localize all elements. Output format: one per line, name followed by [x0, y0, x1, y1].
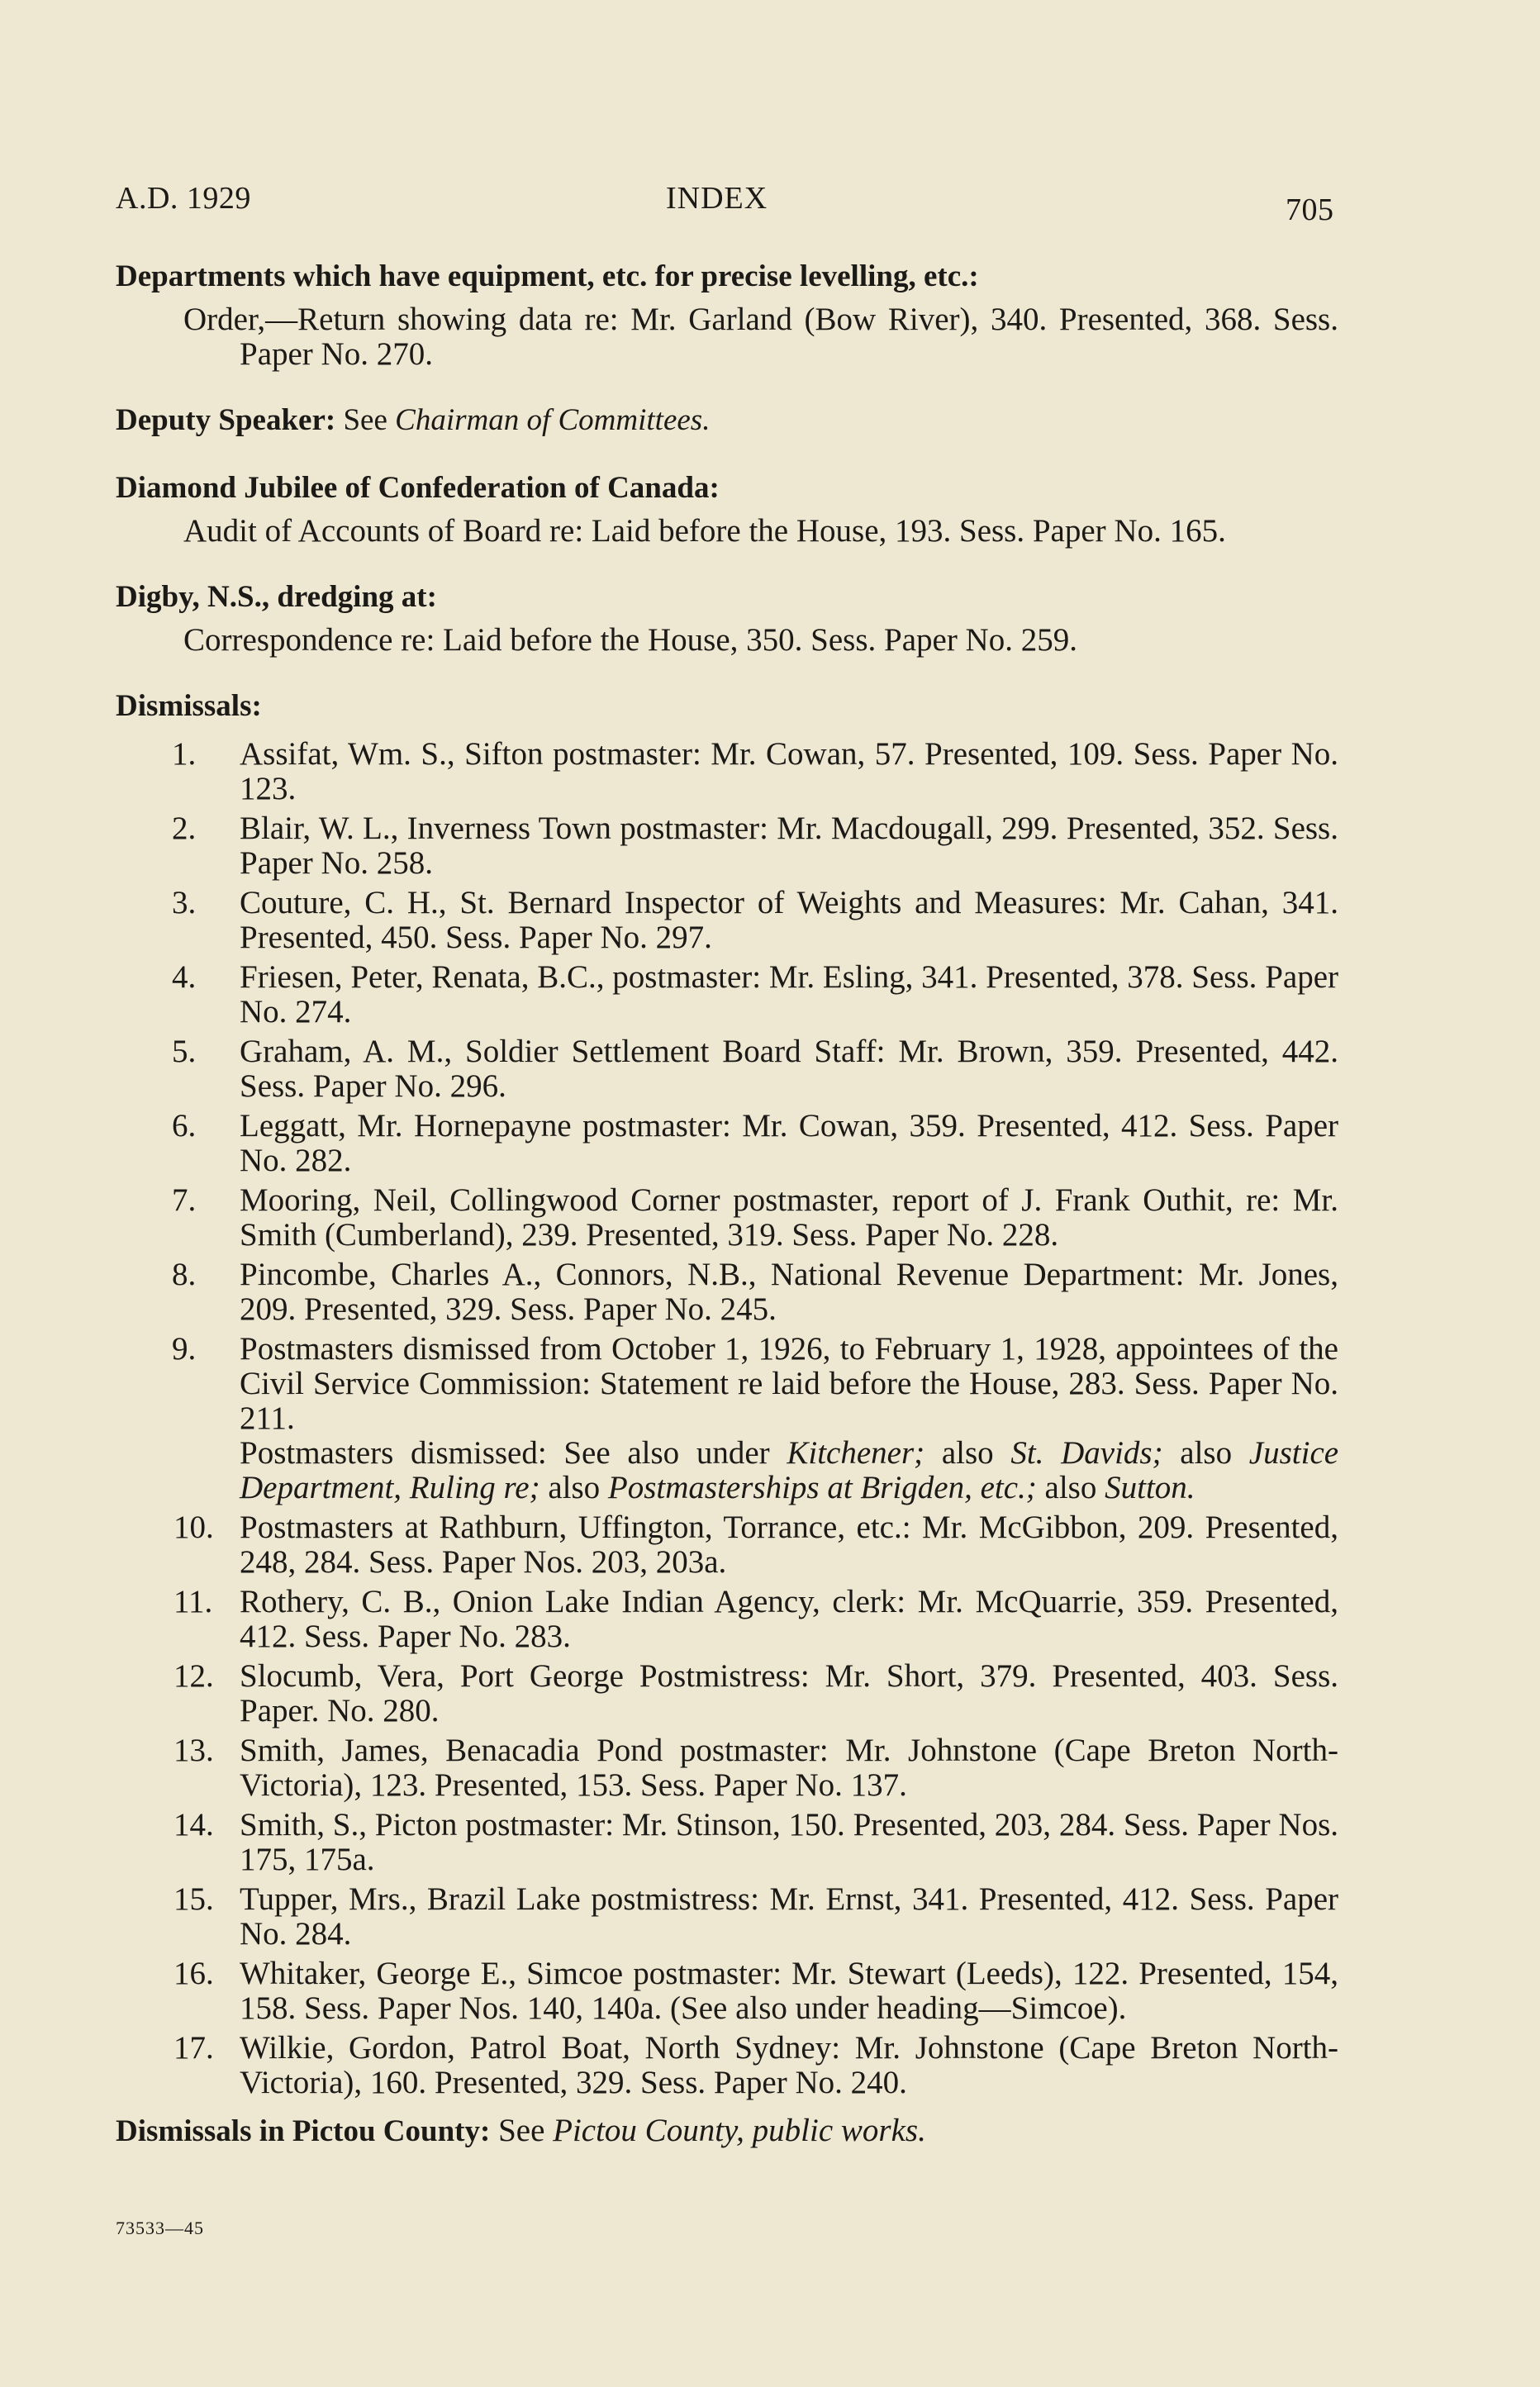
see-also-note — [240, 1436, 1338, 1505]
entry-heading: Departments which have equipment, etc. for precise levelling, etc.: — [116, 259, 979, 293]
entry-heading — [116, 402, 1338, 440]
index-entry — [116, 578, 1338, 658]
list-item — [116, 737, 1338, 806]
see-reference: Sutton. — [1105, 1470, 1195, 1505]
item-text: Rothery, C. B., Onion Lake Indian Agency, clerk: Mr. McQuarrie, 359. Presented, 412. Sess. Paper No. 283. — [240, 1584, 1338, 1654]
item-number: 10. — [173, 1510, 214, 1545]
see-label: See — [498, 2113, 545, 2148]
item-number: 1. — [172, 736, 197, 772]
see-also-word: also — [548, 1470, 601, 1505]
item-number: 11. — [173, 1584, 213, 1619]
item-text: Smith, S., Picton postmaster: Mr. Stinson, 150. Presented, 203, 284. Sess. Paper Nos. 175, 175a. — [240, 1807, 1338, 1877]
printer-code: 73533—45 — [116, 2218, 204, 2238]
item-text: Graham, A. M., Soldier Settlement Board Staff: Mr. Brown, 359. Presented, 442. Sess. Paper No. 296. — [240, 1034, 1338, 1104]
list-item — [116, 1510, 1338, 1580]
see-also-word: also — [1044, 1470, 1097, 1505]
index-content — [116, 258, 1338, 2151]
list-item — [116, 886, 1338, 955]
see-reference: St. Davids; — [1010, 1435, 1163, 1471]
list-item — [116, 2031, 1338, 2100]
entry-text: Order,—Return showing data re: Mr. Garland (Bow River), 340. Presented, 368. Sess. Paper No. 270. — [183, 302, 1338, 372]
see-reference: Justice Department, Ruling re; — [240, 1435, 1339, 1505]
item-text: Tupper, Mrs., Brazil Lake postmistress: Mr. Ernst, 341. Presented, 412. Sess. Paper No. 284. — [240, 1881, 1338, 1952]
index-entry — [116, 2112, 1338, 2151]
item-number: 3. — [172, 885, 197, 920]
list-item — [116, 1258, 1338, 1327]
list-item — [116, 1109, 1338, 1178]
item-number: 2. — [172, 811, 197, 846]
index-entry — [116, 258, 1338, 372]
entry-heading: Dismissals: — [116, 689, 262, 723]
item-text: Blair, W. L., Inverness Town postmaster: Mr. Macdougall, 299. Presented, 352. Sess. Paper No. 258. — [240, 811, 1338, 881]
item-text: Postmasters at Rathburn, Uffington, Torrance, etc.: Mr. McGibbon, 209. Presented, 248, 284. Sess. Paper Nos. 203, 203a. — [240, 1510, 1338, 1580]
see-reference: Postmasterships at Brigden, etc.; — [607, 1470, 1037, 1505]
item-number: 5. — [172, 1034, 197, 1069]
list-item — [116, 811, 1338, 881]
item-number: 13. — [173, 1733, 214, 1768]
entry-heading-label: Deputy Speaker: — [116, 403, 336, 437]
item-text: Pincombe, Charles A., Connors, N.B., National Revenue Department: Mr. Jones, 209. Presented, 329. Sess. Paper No. 245. — [240, 1257, 1338, 1327]
page-number: 705 — [1286, 193, 1334, 227]
see-also-prefix: Postmasters dismissed: See also under — [240, 1435, 770, 1471]
item-text: Assifat, Wm. S., Sifton postmaster: Mr. Cowan, 57. Presented, 109. Sess. Paper No. 123. — [240, 736, 1338, 806]
list-item — [116, 1882, 1338, 1952]
item-text: Wilkie, Gordon, Patrol Boat, North Sydney: Mr. Johnstone (Cape Breton North-Victoria), 160. Presented, 329. Sess. Paper No. 240. — [240, 2030, 1338, 2100]
list-item — [116, 1808, 1338, 1877]
index-entry — [116, 402, 1338, 440]
list-item — [116, 1585, 1338, 1654]
see-reference: Pictou County, public works. — [553, 2113, 926, 2148]
entry-text: Correspondence re: Laid before the House, 350. Sess. Paper No. 259. — [183, 622, 1077, 658]
item-text: Slocumb, Vera, Port George Postmistress: Mr. Short, 379. Presented, 403. Sess. Paper. No. 280. — [240, 1658, 1338, 1728]
entry-text: Audit of Accounts of Board re: Laid before the House, 193. Sess. Paper No. 165. — [183, 513, 1226, 549]
item-text: Postmasters dismissed from October 1, 1926, to February 1, 1928, appointees of the Civil Service Commission: Statement re laid before the House, 283. Sess. Paper No. 211. — [240, 1331, 1338, 1436]
item-text: Whitaker, George E., Simcoe postmaster: Mr. Stewart (Leeds), 122. Presented, 154, 158. Sess. Paper Nos. 140, 140a. (See also under heading—Simcoe). — [240, 1956, 1338, 2026]
item-text: Friesen, Peter, Renata, B.C., postmaster: Mr. Esling, 341. Presented, 378. Sess. Paper No. 274. — [240, 959, 1338, 1029]
list-item — [116, 1332, 1338, 1505]
see-also-word: also — [1180, 1435, 1233, 1471]
item-number: 14. — [173, 1807, 214, 1843]
item-number: 8. — [172, 1257, 197, 1292]
entry-heading: Digby, N.S., dredging at: — [116, 580, 437, 614]
list-item — [116, 1733, 1338, 1803]
dismissals-section — [116, 687, 1338, 2100]
item-number: 9. — [172, 1331, 197, 1367]
entry-heading: Diamond Jubilee of Confederation of Canada: — [116, 471, 720, 505]
running-head-title: INDEX — [666, 181, 768, 216]
list-item — [116, 1659, 1338, 1728]
item-text: Couture, C. H., St. Bernard Inspector of Weights and Measures: Mr. Cahan, 341. Presented, 450. Sess. Paper No. 297. — [240, 885, 1338, 955]
item-text: Leggatt, Mr. Hornepayne postmaster: Mr. Cowan, 359. Presented, 412. Sess. Paper No. 282. — [240, 1108, 1338, 1178]
see-reference: Chairman of Committees. — [395, 403, 711, 437]
list-item — [116, 960, 1338, 1029]
list-item — [116, 1034, 1338, 1104]
dismissals-list — [116, 737, 1338, 2100]
list-item — [116, 1957, 1338, 2026]
item-number: 7. — [172, 1182, 197, 1218]
entry-heading: Dismissals in Pictou County: — [116, 2114, 491, 2148]
item-number: 6. — [172, 1108, 197, 1144]
item-number: 15. — [173, 1881, 214, 1917]
item-text: Smith, James, Benacadia Pond postmaster: Mr. Johnstone (Cape Breton North-Victoria), 123. Presented, 153. Sess. Paper No. 137. — [240, 1733, 1338, 1803]
running-head-year: A.D. 1929 — [116, 181, 251, 216]
item-number: 16. — [173, 1956, 214, 1991]
see-reference: Kitchener; — [787, 1435, 925, 1471]
item-text: Mooring, Neil, Collingwood Corner postmaster, report of J. Frank Outhit, re: Mr. Smith (Cumberland), 239. Presented, 319. Sess. Paper No. 228. — [240, 1182, 1338, 1253]
index-entry — [116, 469, 1338, 549]
see-label: See — [343, 403, 387, 437]
item-number: 17. — [173, 2030, 214, 2066]
see-also-word: also — [941, 1435, 994, 1471]
list-item — [116, 1183, 1338, 1253]
item-number: 4. — [172, 959, 197, 995]
item-number: 12. — [173, 1658, 214, 1694]
